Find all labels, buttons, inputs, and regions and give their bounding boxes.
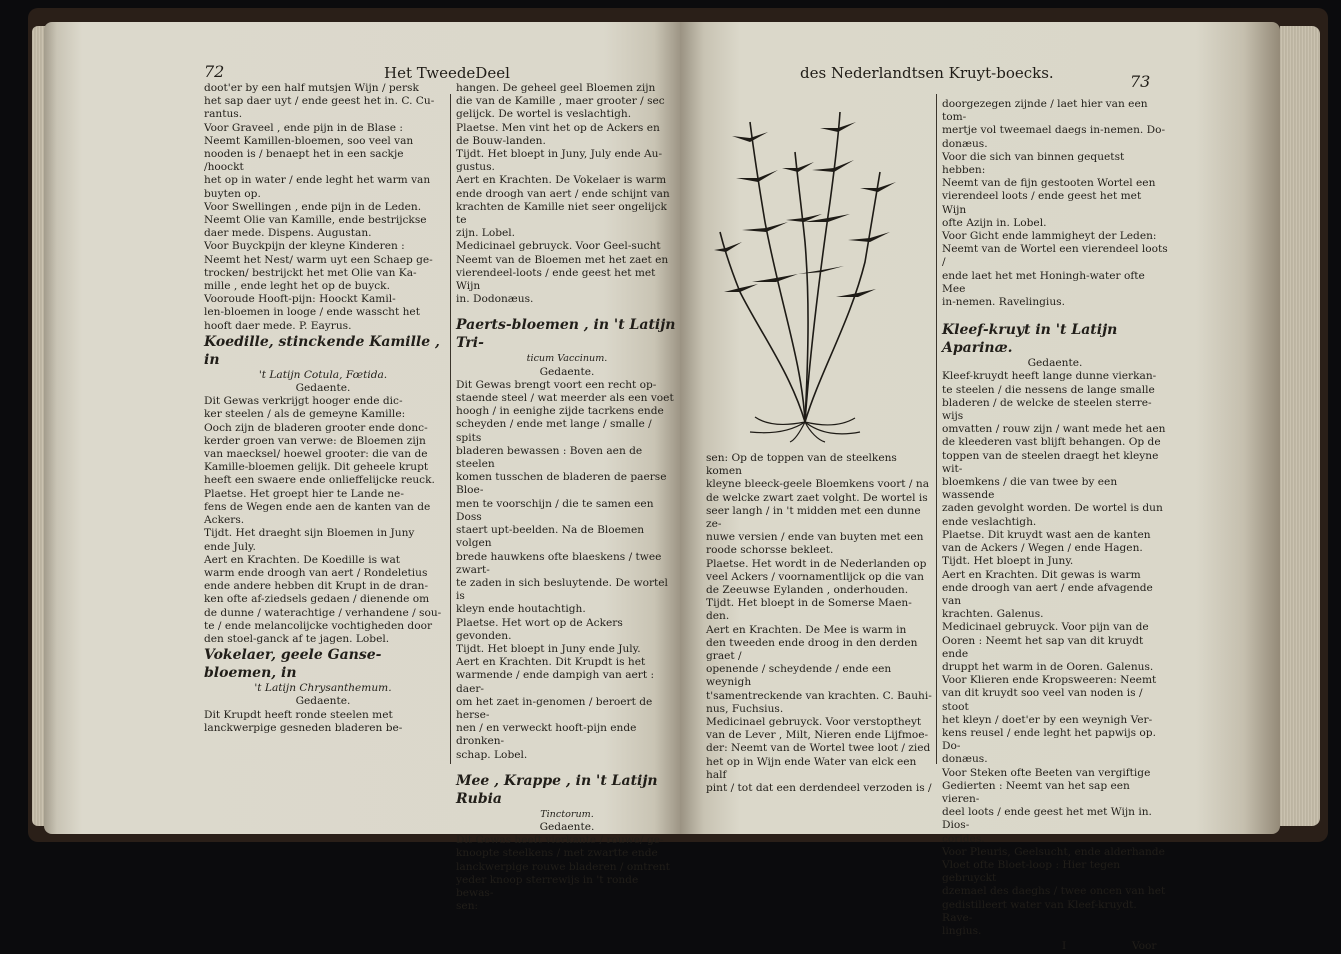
text-line: kleyn ende houtachtigh. <box>456 603 586 616</box>
left-running-head: Het TweedeDeel <box>384 64 510 82</box>
text-line: Voor Pleuris, Geelsucht, ende alderhande <box>942 845 1165 858</box>
text-line: Vloet ofte Bloet-loop : Hier tegen gebruyckt <box>942 858 1121 885</box>
text-line: het op in water / ende leght het warm van <box>204 174 431 187</box>
text-line: donæus. <box>942 753 988 766</box>
heading-mee-krappe: Mee , Krappe , in 't Latijn Rubia <box>456 772 658 807</box>
text-line: deel loots / ende geest het met Wijn in. Dios- <box>942 806 1152 832</box>
text-line: brede hauwkens ofte blaeskens / twee zwart- <box>456 550 662 576</box>
left-page-number: 72 <box>204 62 225 81</box>
text-line: Ackers. <box>204 514 245 527</box>
text-line: Medicinael gebruyck. Voor Geel-sucht <box>456 240 661 253</box>
text-line: het kleyn / doet'er by een weynigh Ver- <box>942 713 1153 726</box>
text-line: Tijdt. Het bloept in de Somerse Maen- <box>706 597 912 610</box>
text-line: daer mede. Dispens. Augustan. <box>204 227 372 240</box>
text-line: heeft een swaere ende onlieffelijcke reuck. <box>204 474 435 487</box>
heading-koedille-latin: 't Latijn Cotula, Fœtida. <box>258 368 388 381</box>
text-line: Ooch zijn de bladeren grooter ende donc- <box>204 421 428 434</box>
text-line: nus, Fuchsius. <box>706 702 784 715</box>
text-line: vierendeel loots / ende geest het met Wijn <box>942 190 1142 216</box>
text-line: gustus. <box>456 161 495 174</box>
text-line: ende veslachtigh. <box>942 515 1037 528</box>
text-line: den tweeden ende droog in den derden graet / <box>706 636 918 663</box>
text-line: len-bloemen in looge / ende wasscht het <box>204 306 420 319</box>
plant-stems <box>720 112 880 422</box>
text-line: vierendeel-loots / ende geest het met Wijn <box>456 266 656 293</box>
text-line: komen tusschen de bladeren de paerse Bloe- <box>456 471 667 497</box>
text-line: Tijdt. Het bloept in Juny. <box>942 555 1074 568</box>
text-line: hangen. De geheel geel Bloemen zijn <box>456 82 656 94</box>
text-line: doot'er by een half mutsjen Wijn / persk <box>204 82 419 94</box>
text-line: nen / en verweckt hooft-pijn ende dronken- <box>456 722 637 748</box>
text-line: toppen van de steelen draegt het kleyne wit- <box>942 449 1159 475</box>
text-line: scheyden / ende met lange / smalle / spits <box>456 418 652 444</box>
left-col1-paragraphs-3 <box>204 709 442 735</box>
text-line: t'samentreckende van krachten. C. Bauhi- <box>706 689 932 702</box>
text-line: gedistilleert water van Kleef-kruydt. Rave- <box>942 898 1137 924</box>
text-line: van de Lever , Milt, Nieren ende Lijfmoe- <box>706 729 929 742</box>
text-line: doorgezegen zijnde / laet hier van een tom- <box>942 98 1148 124</box>
text-line: buyten op. <box>204 187 261 200</box>
text-line: ofte Azijn in. Lobel. <box>942 216 1047 229</box>
heading-paerts-bloemen: Paerts-bloemen , in 't Latijn Tri- <box>456 317 676 352</box>
text-line: corides. <box>942 832 985 845</box>
text-line: lanckwerpige rouwe bladeren / omtrent <box>456 860 670 873</box>
text-line: ende andere hebben dit Krupt in de dran- <box>204 580 429 593</box>
text-line: Ooren : Neemt het sap van dit kruydt ende <box>942 634 1144 660</box>
page-footer <box>942 938 1168 954</box>
text-line: Neemt Olie van Kamille, ende bestrijckse <box>204 214 427 227</box>
right-page <box>680 22 1280 953</box>
text-line: yeder knoop sterrewijs in 't ronde bewas- <box>456 873 639 899</box>
text-line: Neemt van de Bloemen met het zaet en <box>456 253 669 266</box>
text-line: warm ende droogh van aert / Rondeletius <box>204 566 428 579</box>
text-line: zijn. Lobel. <box>456 227 516 240</box>
right-col2-paragraphs <box>942 98 1168 309</box>
plant-leaf-whorls <box>714 122 896 297</box>
right-col2-paragraphs-2 <box>942 370 1168 938</box>
gedaente-label: Gedaente. <box>539 365 595 378</box>
text-line: Kamille-bloemen gelijk. Dit geheele krupt <box>204 461 429 474</box>
text-line: Tijdt. Het draeght sijn Bloemen in Juny <box>204 527 415 540</box>
heading-paerts-latin: ticum Vaccinum. <box>526 353 608 365</box>
text-line: Dit Gewas verkrijgt hooger ende dic- <box>204 395 403 408</box>
left-col1-paragraphs-2 <box>204 395 442 646</box>
text-line: nuwe versien / ende van buyten met een <box>706 531 924 544</box>
right-page-number: 73 <box>1130 72 1151 91</box>
right-column-1 <box>706 452 932 795</box>
column-rule <box>450 94 451 764</box>
text-line: den. <box>706 610 730 623</box>
text-line: sen: Op de toppen van de steelkens komen <box>706 452 897 478</box>
text-line: Neemt van de Wortel een vierendeel loots / <box>942 243 1168 269</box>
text-line: pint / tot dat een derdendeel verzoden is / <box>706 782 932 795</box>
text-line: men te voorschijn / die te samen een Doss <box>456 497 654 523</box>
text-line: ende droogh van aert / ende schijnt van <box>456 187 670 200</box>
text-line: trocken/ bestrijckt het met Olie van Ka- <box>204 266 417 279</box>
text-line: te / ende melancolijcke vochtigheden door <box>204 619 433 632</box>
heading-vokelaer: Vokelaer, geele Ganse-bloemen, in <box>204 647 382 682</box>
gedaente-label: Gedaente. <box>1027 357 1083 370</box>
text-line: mille , ende leght het op de buyck. <box>204 280 390 293</box>
text-line: Aert en Krachten. De Vokelaer is warm <box>456 174 667 187</box>
text-line: Dit Gewas brengt voort een recht op- <box>456 378 657 391</box>
text-line: Aert en Krachten. Dit Krupdt is het <box>456 656 646 669</box>
catchword: Voor <box>1132 940 1157 953</box>
text-line: Plaetse. Men vint het op de Ackers en <box>456 121 660 134</box>
text-line: Plaetse. Het groept hier te Lande ne- <box>204 487 404 500</box>
left-column-2 <box>456 82 678 913</box>
text-line: sen: <box>456 900 479 913</box>
gedaente-label: Gedaente. <box>295 382 351 395</box>
text-line: Plaetse. Het wort op de Ackers gevonden. <box>456 616 623 642</box>
text-line: Kleef-kruydt heeft lange dunne vierkan- <box>942 370 1157 383</box>
open-book <box>28 8 1328 953</box>
kleef-kruyt-woodcut-illustration <box>710 102 900 442</box>
left-col1-paragraphs <box>204 82 442 333</box>
column-rule <box>936 94 937 764</box>
text-line: veel Ackers / voornamentlijck op die van <box>706 570 924 583</box>
text-line: schap. Lobel. <box>456 748 528 761</box>
text-line: van maecksel/ hoewel grooter: die van de <box>204 448 428 461</box>
text-line: de kleederen vast blijft behangen. Op de <box>942 436 1161 449</box>
text-line: Tijdt. Het bloept in Juny ende July. <box>456 642 641 655</box>
right-column-2 <box>942 98 1168 954</box>
text-line: die van de Kamille , maer grooter / sec <box>456 95 665 108</box>
text-line: ker steelen / als de gemeyne Kamille: <box>204 408 406 421</box>
text-line: de dunne / waterachtige / verhandene / sou- <box>204 606 442 619</box>
text-line: Medicinael gebruyck. Voor pijn van de <box>942 621 1149 634</box>
text-line: roode schorsse bekleet. <box>706 544 834 557</box>
text-line: krachten de Kamille niet seer ongelijck te <box>456 200 667 227</box>
text-line: der: Neemt van de Wortel twee loot / zied <box>706 742 931 755</box>
left-col2-paragraphs-3 <box>456 834 678 913</box>
heading-kleef-kruyt: Kleef-kruyt in 't Latijn Aparinæ. <box>942 322 1118 357</box>
text-line: Voor Gicht ende lammigheyt der Leden: <box>942 230 1157 243</box>
text-line: bladeren / de welcke de steelen sterre-wijs <box>942 396 1152 423</box>
text-line: Aert en Krachten. De Koedille is wat <box>204 553 401 566</box>
text-line: Neemt het Nest/ warm uyt een Schaep ge- <box>204 253 433 266</box>
text-line: Dit Gewas heeft vierkante / rouwe/ ge- <box>456 834 664 847</box>
text-line: te steelen / die nessens de lange smalle <box>942 383 1155 396</box>
text-line: de Bouw-landen. <box>456 134 546 147</box>
text-line: Aert en Krachten. De Mee is warm in <box>706 623 907 636</box>
text-line: hoogh / in eenighe zijde tacrkens ende <box>456 405 664 418</box>
text-line: staert upt-beelden. Na de Bloemen volgen <box>456 524 645 550</box>
text-line: seer langh / in 't midden met een dunne ze- <box>706 504 921 531</box>
text-line: nooden is / benaept het in een sackje /hoockt <box>204 148 404 174</box>
text-line: rantus. <box>204 108 243 121</box>
text-line: donæus. <box>942 137 988 150</box>
text-line: kerder groen van verwe: de Bloemen zijn <box>204 434 426 447</box>
heading-koedille: Koedille, stinckende Kamille , in <box>204 333 440 368</box>
text-line: te zaden in sich besluytende. De wortel is <box>456 576 668 603</box>
heading-mee-latin: Tinctorum. <box>540 808 594 820</box>
text-line: lanckwerpige gesneden bladeren be- <box>204 721 403 734</box>
text-line: van dit kruydt soo veel van noden is / stoot <box>942 687 1143 713</box>
text-line: ende July. <box>204 540 256 553</box>
left-page <box>44 22 680 913</box>
signature-mark: I <box>1062 940 1067 953</box>
left-col2-paragraphs <box>456 82 678 306</box>
text-line: kleyne bleeck-geele Bloemkens voort / na <box>706 478 930 491</box>
text-line: de welcke zwart zaet volght. De wortel is <box>706 491 928 504</box>
text-line: lingius. <box>942 924 982 937</box>
text-line: Neemt van de fijn gestooten Wortel een <box>942 177 1156 190</box>
text-line: mertje vol tweemael daegs in-nemen. Do- <box>942 124 1166 137</box>
text-line: Voor Klieren ende Kropsweeren: Neemt <box>942 674 1157 687</box>
text-line: het sap daer uyt / ende geest het in. C. Cu- <box>204 95 435 108</box>
text-line: Aert en Krachten. Dit gewas is warm <box>942 568 1141 581</box>
text-line: in-nemen. Ravelingius. <box>942 296 1065 309</box>
right-running-head: des Nederlandtsen Kruyt-boecks. <box>800 64 1054 82</box>
text-line: bladeren bewassen : Boven aen de steelen <box>456 444 643 471</box>
left-col2-paragraphs-2 <box>456 379 678 762</box>
text-line: omvatten / rouw zijn / want mede het aen <box>942 423 1166 436</box>
right-col1-paragraphs <box>706 452 932 795</box>
text-line: warmende / ende dampigh van aert : daer- <box>456 669 655 695</box>
text-line: Tijdt. Het bloept in Juny, July ende Au- <box>456 148 663 161</box>
text-line: ken ofte af-ziedsels gedaen / dienende om <box>204 593 430 606</box>
text-line: Dit Krupdt heeft ronde steelen met <box>204 708 393 721</box>
text-line: krachten. Galenus. <box>942 608 1044 621</box>
text-line: ende droogh van aert / ende afvagende van <box>942 581 1153 607</box>
text-line: Plaetse. Dit kruydt wast aen de kanten <box>942 528 1151 541</box>
text-line: dzemael des daeghs / twee oncen van het <box>942 885 1166 898</box>
gedaente-label: Gedaente. <box>539 820 595 833</box>
gedaente-label: Gedaente. <box>295 695 351 708</box>
text-line: Voor Graveel , ende pijn in de Blase : <box>204 121 404 134</box>
text-line: ende laet het met Honingh-water ofte Mee <box>942 269 1145 295</box>
text-line: kens reusel / ende leght het papwijs op. Do- <box>942 726 1156 753</box>
text-line: hooft daer mede. P. Eayrus. <box>204 319 352 332</box>
text-line: om het zaet in-genomen / beroert de herse- <box>456 695 653 721</box>
text-line: Plaetse. Het wordt in de Nederlanden op <box>706 557 927 570</box>
text-line: fens de Wegen ende aen de kanten van de <box>204 500 431 513</box>
text-line: Voor die sich van binnen gequetst hebben: <box>942 150 1125 177</box>
text-line: de Zeeuwse Eylanden , onderhouden. <box>706 584 909 597</box>
right-page-edges <box>1280 26 1320 826</box>
text-line: Neemt Kamillen-bloemen, soo veel van <box>204 134 414 147</box>
text-line: den stoel-ganck af te jagen. Lobel. <box>204 632 390 645</box>
text-line: staende steel / wat meerder als een voet <box>456 392 674 405</box>
text-line: knoopte steelkens / met zwartte ende <box>456 847 658 860</box>
heading-vokelaer-latin: 't Latijn Chrysanthemum. <box>254 682 392 695</box>
text-line: het op in Wijn ende Water van elck een half <box>706 755 917 781</box>
text-line: Medicinael gebruyck. Voor verstoptheyt <box>706 716 922 729</box>
text-line: Voor Buyckpijn der kleyne Kinderen : <box>204 240 405 253</box>
text-line: in. Dodonæus. <box>456 293 534 306</box>
text-line: van de Ackers / Wegen / ende Hagen. <box>942 542 1143 555</box>
text-line: bloemkens / die van twee by een wassende <box>942 476 1118 502</box>
left-column-1 <box>204 82 442 735</box>
text-line: druppt het warm in de Ooren. Galenus. <box>942 660 1154 673</box>
text-line: Gedierten : Neemt van het sap een vieren- <box>942 779 1130 805</box>
text-line: zaden gevolght worden. De wortel is dun <box>942 502 1163 515</box>
text-line: gelijck. De wortel is veslachtigh. <box>456 108 632 121</box>
text-line: Voor Steken ofte Beeten van vergiftige <box>942 766 1151 779</box>
text-line: openende / scheydende / ende een weynigh <box>706 663 892 689</box>
text-line: Vooroude Hooft-pijn: Hoockt Kamil- <box>204 293 396 306</box>
text-line: Voor Swellingen , ende pijn in de Leden. <box>204 200 422 213</box>
